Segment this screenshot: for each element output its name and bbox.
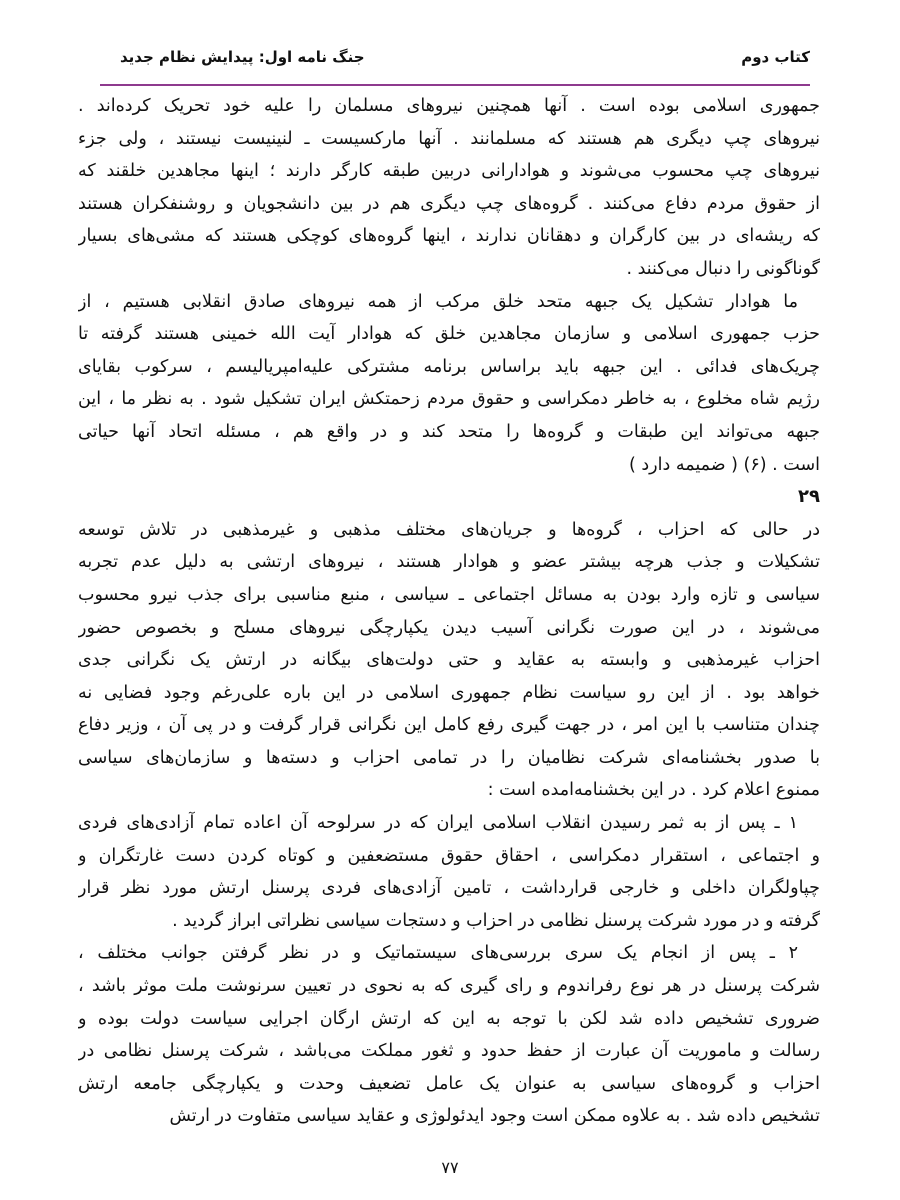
page-number: ۷۷ [441, 1158, 459, 1177]
paragraph-group-1 [78, 90, 820, 481]
text-line: و اجتماعی ، استقرار دمکراسی ، احقاق حقوق مستضعفین و کوتاه کردن دست غارتگران و [78, 845, 820, 866]
text-line: می‌شوند ، در این صورت نگرانی آسیب دیدن یکپارچگی نیروهای مسلح و بخصوص حضور [78, 617, 820, 638]
text-line: احزاب غیرمذهبی و وابسته به عقاید و حتی دولت‌های بیگانه در ارتش یک نگرانی جدی [78, 650, 820, 671]
text-line: حزب جمهوری اسلامی و سازمان مجاهدین خلق که هوادار آیت الله خمینی هستند گرفته تا [78, 324, 820, 345]
text-line: تشخیص داده شد . به علاوه ممکن است وجود ایدئولوژی و عقاید سیاسی متفاوت در ارتش [169, 1106, 820, 1127]
text-line: در حالی که احزاب ، گروه‌ها و جریان‌های مختلف مذهبی و غیرمذهبی در تلاش توسعه [78, 519, 820, 540]
text-line: ۱ ـ پس از به ثمر رسیدن انقلاب اسلامی ایران که در سرلوحه آن اعاده تمام آزادی‌های فردی [78, 813, 798, 834]
header-divider [100, 84, 810, 86]
text-line: احزاب و گروه‌های سیاسی به عنوان یک عامل تضعیف وحدت و یکپارچگی جامعه ارتش [78, 1073, 820, 1094]
text-line: با صدور بخشنامه‌ای شرکت نظامیان را در تمامی احزاب و دسته‌ها و سازمان‌های سیاسی [78, 747, 820, 768]
text-line: ۲ ـ پس از انجام یک سری بررسی‌های سیستماتیک و در نظر گرفتن جوانب مختلف ، [78, 943, 798, 964]
text-line: چریک‌های فدائی . این جبهه باید براساس برنامه مشترکی علیه‌امپریالیسم ، سرکوب بقایای [78, 356, 820, 377]
text-line: تشکیلات و جذب هرچه بیشتر عضو و هوادار هستند ، نیروهای ارتشی به دلیل عدم تجربه [78, 552, 820, 573]
paragraph [78, 514, 820, 807]
text-line: چپاولگران داخلی و خارجی قرارداشت ، تامین آزادی‌های فردی پرسنل ارتش مورد نظر قرار [78, 878, 820, 899]
text-line: رژیم شاه مخلوع ، به خاطر دمکراسی و حقوق مردم زحمتکش ایران تشکیل شود . به نظر ما ، این [78, 389, 820, 410]
text-line: است . (۶) ( ضمیمه دارد ) [628, 454, 820, 475]
book-title: کتاب دوم [741, 48, 810, 66]
running-header [100, 48, 810, 74]
text-line: که ریشه‌ای در بین کارگران و دهقانان ندارند ، اینها گروه‌های کوچکی هستند که مشی‌های بسیار [78, 226, 820, 247]
text-line: رسالت و ماموریت آن عبارت از حفظ حدود و ثغور مملکت می‌باشد ، شرکت پرسنل نظامی در [78, 1041, 820, 1062]
paragraph-group-2 [78, 514, 820, 1133]
paragraph [78, 807, 820, 937]
paragraph [78, 90, 820, 286]
paragraph [78, 286, 820, 482]
text-line: گرفته و در مورد شرکت پرسنل نظامی در احزاب و دستجات سیاسی نظراتی ابراز گردید . [172, 910, 820, 931]
text-line: خواهد بود . از این رو سیاست نظام جمهوری اسلامی در این باره علی‌رغم وجود فضایی نه [78, 682, 820, 703]
text-line: نیروهای چپ دیگری هم هستند که مسلمانند . آنها مارکسیست ـ لنینیست نیستند ، ولی جزء [78, 128, 820, 149]
text-line: جبهه می‌تواند این طبقات و گروه‌ها را متحد کند و در واقع هم ، مسئله اتحاد آنها حیاتی [78, 421, 820, 442]
text-line: ما هوادار تشکیل یک جبهه متحد خلق مرکب از همه نیروهای صادق انقلابی هستیم ، از [78, 291, 798, 312]
text-line: چندان متناسب با این امر ، در جهت گیری رفع کامل این نگرانی قرار گرفت و در پی آن ، وزیر دفاع [78, 715, 820, 736]
text-line: شرکت پرسنل در هر نوع رفراندوم و رای گیری که به نحوی در تعیین سرنوشت ملت موثر باشد ، [78, 976, 820, 997]
text-line: گوناگونی را دنبال می‌کنند . [626, 258, 820, 279]
text-line: جمهوری اسلامی بوده است . آنها همچنین نیروهای مسلمان را علیه خود تحریک کرده‌اند . [78, 96, 820, 116]
text-line: سیاسی و تازه وارد بودن به مسائل اجتماعی ـ سیاسی ، منبع مناسبی برای جذب نیرو محسوب [78, 584, 820, 605]
text-line: ممنوع اعلام کرد . در این بخشنامه‌امده است : [487, 780, 820, 801]
text-line: ضروری تشخیص داده شد لکن با توجه به این که ارتش ارگان اجرایی سیاست دولت بوده و [78, 1008, 820, 1029]
text-line: نیروهای چپ محسوب می‌شوند و هوادارانی دربین طبقه کارگر دارند ؛ اینها مجاهدین خلقند که [78, 161, 820, 182]
chapter-title: جنگ نامه اول: پیدایش نظام جدید [120, 48, 365, 66]
text-line: از حقوق مردم دفاع می‌کنند . گروه‌های چپ دیگری هم در بین دانشجویان و روشنفکران هستند [78, 193, 820, 214]
paragraph [78, 937, 820, 1133]
page-body [78, 90, 820, 1133]
section-number: ۲۹ [798, 486, 820, 508]
